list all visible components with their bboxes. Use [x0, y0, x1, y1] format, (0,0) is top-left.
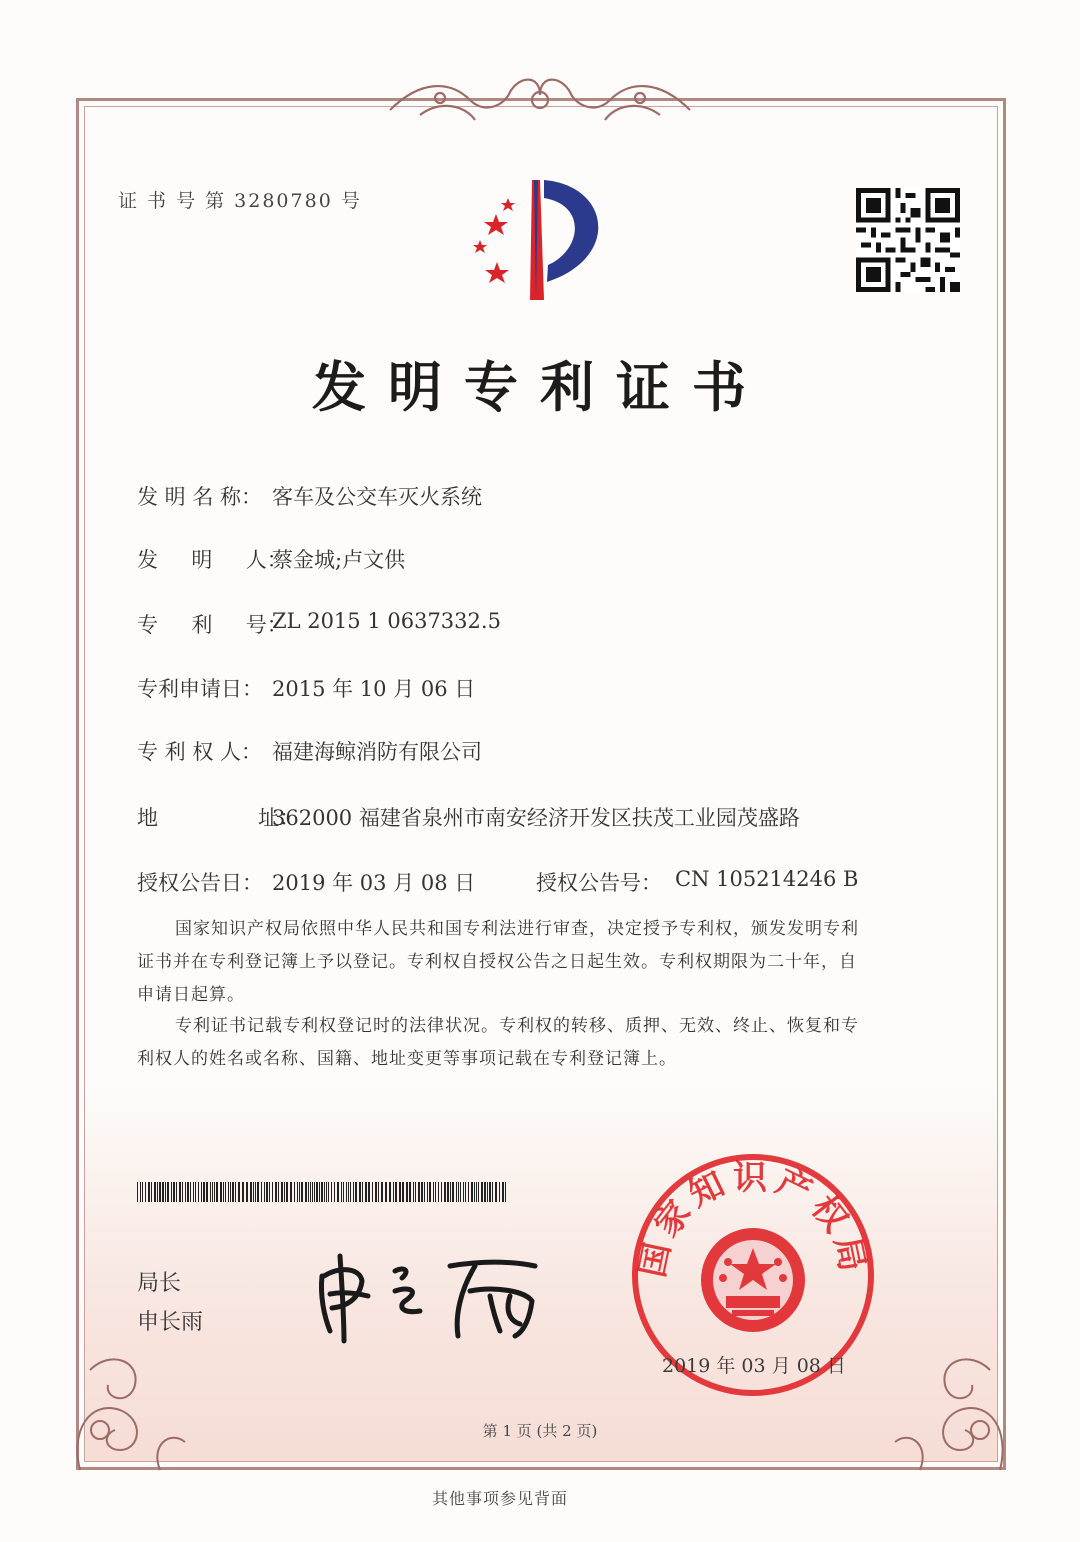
page-title: 发明专利证书 [312, 355, 768, 419]
signatory-title: 局长 [137, 1271, 182, 1296]
patentee-label: 专 利 权 人： [137, 740, 263, 764]
signatory-name: 申长雨 [137, 1310, 204, 1335]
paragraph-1-line-3: 申请日起算。 [137, 985, 245, 1005]
address-label: 地 址： [137, 806, 301, 830]
certificate-number: 证 书 号 第 3280780 号 [118, 190, 362, 212]
grant-date-value: 2019 年 03 月 08 日 [272, 871, 476, 895]
patent-office-logo [452, 170, 632, 310]
handwritten-signature [310, 1236, 550, 1346]
national-emblem-icon [701, 1228, 805, 1332]
top-ornament [380, 70, 700, 130]
page-number: 第 1 页 (共 2 页) [482, 1422, 598, 1440]
patentee-value: 福建海鲸消防有限公司 [272, 740, 482, 764]
invention-name-value: 客车及公交车灭火系统 [272, 485, 482, 509]
filing-date-value: 2015 年 10 月 06 日 [272, 677, 476, 701]
paragraph-2-line-2: 利权人的姓名或名称、国籍、地址变更等事项记载在专利登记簿上。 [137, 1049, 677, 1069]
patent-number-value: ZL 2015 1 0637332.5 [272, 609, 501, 633]
seal-date: 2019 年 03 月 08 日 [662, 1355, 846, 1377]
seal-text: 国家知识产权局 [632, 1158, 874, 1281]
inventor-value: 蔡金城;卢文供 [272, 548, 406, 572]
bottom-left-ornament [60, 1330, 200, 1480]
filing-date-label: 专利申请日： [137, 677, 263, 701]
address-value: 362000 福建省泉州市南安经济开发区扶茂工业园茂盛路 [272, 806, 800, 830]
paragraph-1-line-1: 国家知识产权局依照中华人民共和国专利法进行审查，决定授予专利权，颁发发明专利 [175, 919, 859, 939]
grant-number-value: CN 105214246 B [675, 867, 859, 891]
paragraph-2-line-1: 专利证书记载专利权登记时的法律状况。专利权的转移、质押、无效、终止、恢复和专 [175, 1016, 859, 1036]
grant-date-label: 授权公告日： [137, 871, 263, 895]
bottom-right-ornament [880, 1330, 1020, 1480]
qr-code [856, 188, 960, 292]
invention-name-label: 发 明 名 称： [137, 485, 263, 509]
grant-number-label: 授权公告号： [536, 871, 662, 895]
inventor-label: 发 明 人： [137, 548, 288, 572]
paragraph-1-line-2: 证书并在专利登记簿上予以登记。专利权自授权公告之日起生效。专利权期限为二十年，自 [137, 952, 857, 972]
footer-note: 其他事项参见背面 [431, 1489, 568, 1508]
patent-number-label: 专 利 号： [137, 613, 288, 637]
barcode [137, 1182, 507, 1202]
